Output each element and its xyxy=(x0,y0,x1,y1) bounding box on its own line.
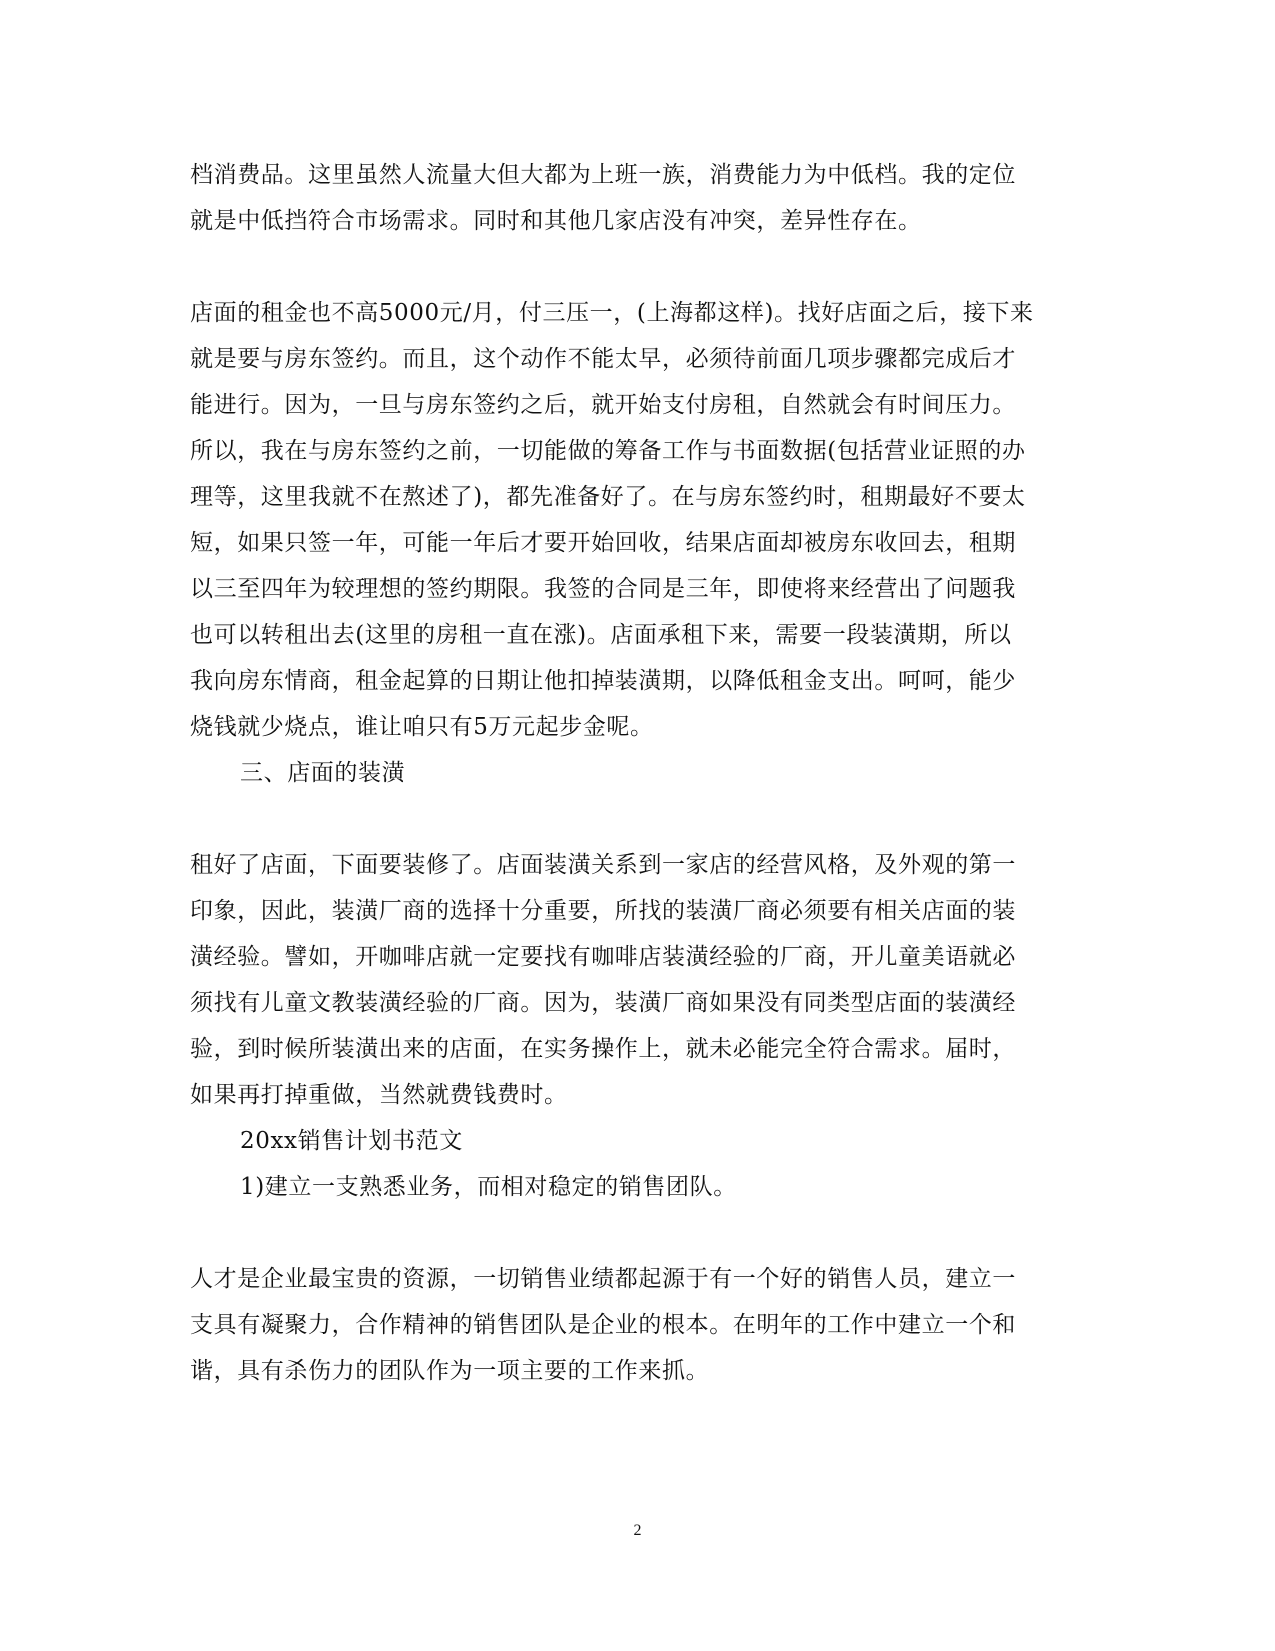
paragraph-3-line-5: 验，到时候所装潢出来的店面，在实务操作上，就未必能完全符合需求。届时， xyxy=(190,1036,1016,1062)
paragraph-4-line-3: 谐，具有杀伤力的团队作为一项主要的工作来抓。 xyxy=(190,1358,710,1384)
paragraph-3-line-4: 须找有儿童文教装潢经验的厂商。因为，装潢厂商如果没有同类型店面的装潢经 xyxy=(190,990,1016,1016)
paragraph-1-line-1: 档消费品。这里虽然人流量大但大都为上班一族，消费能力为中低档。我的定位 xyxy=(190,162,1016,188)
paragraph-2-line-1: 店面的租金也不高5000元/月，付三压一，(上海都这样)。找好店面之后，接下来 xyxy=(190,300,1034,326)
paragraph-2-line-2: 就是要与房东签约。而且，这个动作不能太早，必须待前面几项步骤都完成后才 xyxy=(190,346,1016,372)
paragraph-4-line-2: 支具有凝聚力，合作精神的销售团队是企业的根本。在明年的工作中建立一个和 xyxy=(190,1312,1016,1338)
sales-plan-title: 20xx销售计划书范文 xyxy=(240,1128,463,1154)
paragraph-3-line-1: 租好了店面，下面要装修了。店面装潢关系到一家店的经营风格，及外观的第一 xyxy=(190,852,1016,878)
page-number: 2 xyxy=(633,1522,642,1539)
paragraph-3-line-2: 印象，因此，装潢厂商的选择十分重要，所找的装潢厂商必须要有相关店面的装 xyxy=(190,898,1016,924)
section-heading-decoration: 三、店面的装潢 xyxy=(240,760,406,786)
paragraph-2-line-6: 短，如果只签一年，可能一年后才要开始回收，结果店面却被房东收回去，租期 xyxy=(190,530,1016,556)
paragraph-2-line-3: 能进行。因为，一旦与房东签约之后，就开始支付房租，自然就会有时间压力。 xyxy=(190,392,1016,418)
paragraph-1-line-2: 就是中低挡符合市场需求。同时和其他几家店没有冲突，差异性存在。 xyxy=(190,208,922,234)
paragraph-2-line-10: 烧钱就少烧点，谁让咱只有5万元起步金呢。 xyxy=(190,714,654,740)
paragraph-3-line-6: 如果再打掉重做，当然就费钱费时。 xyxy=(190,1082,568,1108)
list-item-sales-team: 1)建立一支熟悉业务，而相对稳定的销售团队。 xyxy=(240,1174,737,1200)
paragraph-2-line-4: 所以，我在与房东签约之前，一切能做的筹备工作与书面数据(包括营业证照的办 xyxy=(190,438,1026,464)
paragraph-2-line-8: 也可以转租出去(这里的房租一直在涨)。店面承租下来，需要一段装潢期，所以 xyxy=(190,622,1012,648)
paragraph-2-line-9: 我向房东情商，租金起算的日期让他扣掉装潢期，以降低租金支出。呵呵，能少 xyxy=(190,668,1016,694)
paragraph-4-line-1: 人才是企业最宝贵的资源，一切销售业绩都起源于有一个好的销售人员，建立一 xyxy=(190,1266,1016,1292)
paragraph-3-line-3: 潢经验。譬如，开咖啡店就一定要找有咖啡店装潢经验的厂商，开儿童美语就必 xyxy=(190,944,1016,970)
paragraph-2-line-7: 以三至四年为较理想的签约期限。我签的合同是三年，即使将来经营出了问题我 xyxy=(190,576,1016,602)
paragraph-2-line-5: 理等，这里我就不在熬述了)，都先准备好了。在与房东签约时，租期最好不要太 xyxy=(190,484,1026,510)
